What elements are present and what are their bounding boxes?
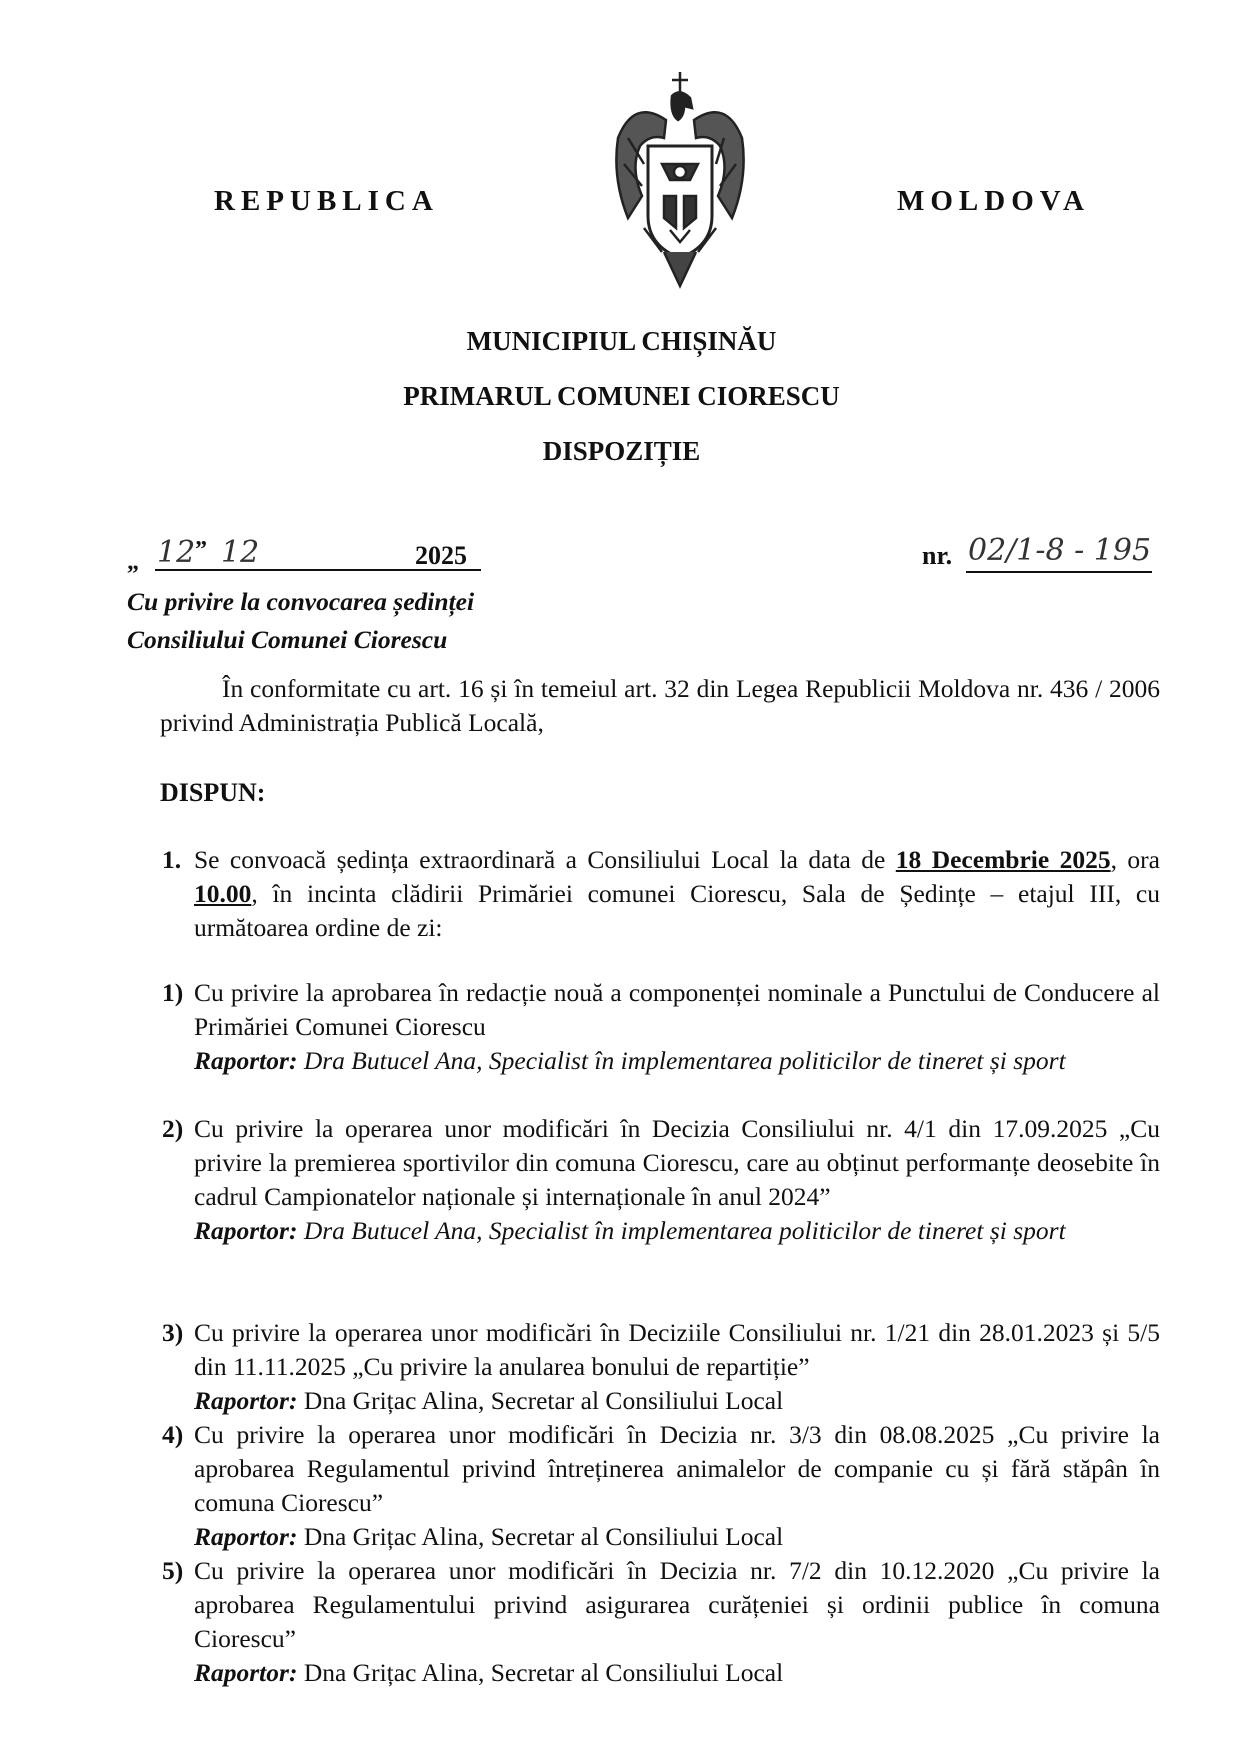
agenda-item-text: Cu privire la operarea unor modificări în Decizia nr. 3/3 din 08.08.2025 „Cu privire la aprobarea Regulamentul privind întreținerea animalelor de companie cu și fără stăpân în comuna Ciorescu” (194, 1420, 1160, 1517)
raportor-name: Dna Grițac Alina, Secretar al Consiliului Local (303, 1386, 784, 1415)
raportor-label: Raportor: (194, 1046, 298, 1075)
raportor-name: Dra Butucel Ana, Specialist în implementarea politicilor de tineret și sport (303, 1216, 1066, 1245)
document-number (922, 535, 1152, 575)
agenda-item-text: Cu privire la operarea unor modificări în Decizia nr. 7/2 din 10.12.2020 „Cu privire la aprobarea Regulamentului privind asigurarea curățeniei și ordinii publice în comuna Ciorescu” (194, 1556, 1160, 1653)
nr-underline (966, 571, 1152, 573)
date-close-quote: ” (195, 537, 207, 563)
date-month: 12 (221, 535, 260, 570)
agenda-item-2 (162, 1112, 1160, 1248)
raportor-name: Dra Butucel Ana, Specialist în implementarea politicilor de tineret și sport (303, 1046, 1066, 1075)
subject-line-2: Consiliului Comunei Ciorescu (127, 625, 448, 654)
order-item-text-2: , ora (1110, 845, 1160, 874)
agenda-item-number: 4) (162, 1420, 184, 1449)
order-item-1 (162, 843, 1160, 945)
order-item-number: 1. (162, 845, 182, 874)
title-municipiul: MUNICIPIUL CHIȘINĂU (466, 326, 777, 356)
subject-line-1: Cu privire la convocarea ședinței (127, 587, 475, 616)
raportor-label: Raportor: (194, 1658, 298, 1687)
date-field (127, 535, 481, 575)
order-item-text-3: , în incinta clădirii Primăriei comunei Ciorescu, Sala de Ședințe – etajul III, cu următoarea ordine de zi: (194, 879, 1160, 942)
agenda-item-number: 3) (162, 1318, 184, 1347)
order-item-text-1: Se convoacă ședința extraordinară a Consiliului Local la data de (194, 845, 896, 874)
raportor-label: Raportor: (194, 1386, 298, 1415)
date-day: 12 (157, 535, 196, 570)
raportor-label: Raportor: (194, 1522, 298, 1551)
agenda-item-3 (162, 1316, 1160, 1418)
header-moldova: MOLDOVA (897, 185, 1090, 217)
raportor-name: Dna Grițac Alina, Secretar al Consiliului Local (303, 1522, 784, 1551)
agenda-item-number: 5) (162, 1556, 184, 1585)
subject (127, 583, 474, 659)
agenda-item-text: Cu privire la aprobarea în redacție nouă a componenței nominale a Punctului de Conducere al Primăriei Comunei Ciorescu (194, 978, 1160, 1041)
agenda-item-text: Cu privire la operarea unor modificări în Deciziile Consiliului nr. 1/21 din 28.01.2023 și 5/5 din 11.11.2025 „Cu privire la anularea bonului de repartiție” (194, 1318, 1160, 1381)
nr-value: 02/1-8 - 195 (968, 533, 1152, 568)
dispun-heading: DISPUN: (160, 778, 266, 807)
raportor-label: Raportor: (194, 1216, 298, 1245)
header-republica: REPUBLICA (214, 185, 439, 217)
agenda-item-text: Cu privire la operarea unor modificări în Decizia Consiliului nr. 4/1 din 17.09.2025 „Cu privire la premierea sportivilor din comuna Ciorescu, care au obținut performanțe deosebite în cadrul Campionatelor naționale și internaționale în anul 2024” (194, 1114, 1160, 1211)
date-open-quote: „ (127, 549, 139, 575)
title-primarul: PRIMARUL COMUNEI CIORESCU (403, 381, 840, 411)
agenda-item-1 (162, 976, 1160, 1078)
agenda-item-4 (162, 1418, 1160, 1554)
agenda-item-number: 2) (162, 1114, 184, 1143)
nr-label: nr. (922, 541, 953, 570)
title-dispozitie: DISPOZIȚIE (542, 436, 701, 466)
meeting-date: 18 Decembrie 2025 (895, 845, 1111, 874)
date-year: 2025 (415, 541, 467, 570)
coat-of-arms-icon (604, 68, 756, 290)
preamble: În conformitate cu art. 16 și în temeiul art. 32 din Legea Republicii Moldova nr. 436 / 2006 privind Administrația Publică Locală, (160, 674, 1160, 737)
meeting-time: 10.00 (194, 879, 252, 908)
agenda-item-5 (162, 1554, 1160, 1690)
agenda-item-number: 1) (162, 978, 184, 1007)
raportor-name: Dna Grițac Alina, Secretar al Consiliului Local (303, 1658, 784, 1687)
